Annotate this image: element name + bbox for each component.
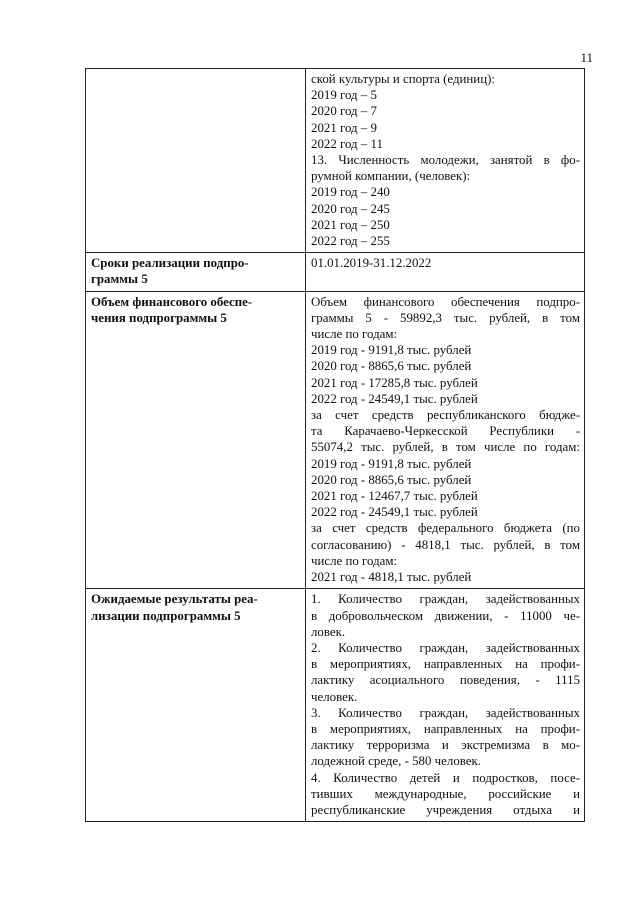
- content-line: 4. Количество детей и подростков, посе-: [311, 770, 580, 785]
- row-label-cell: [86, 253, 306, 291]
- table-row: [86, 291, 585, 589]
- row-label-line: Ожидаемые результаты реа-: [91, 592, 258, 607]
- content-line: 1. Количество граждан, задействованных: [311, 592, 580, 607]
- content-line: 2020 год - 8865,6 тыс. рублей: [311, 472, 472, 487]
- row-content-cell: [306, 291, 585, 589]
- content-line: ской культуры и спорта (единиц):: [311, 72, 495, 86]
- content-line: 2. Количество граждан, задействованных: [311, 640, 580, 655]
- content-line: лактику терроризма и экстремизма в мо-: [311, 738, 580, 753]
- content-line: та Карачаево-Черкесской Республики -: [311, 424, 580, 439]
- table-row: [86, 253, 585, 291]
- row-label-line: чения подпрограммы 5: [91, 310, 227, 325]
- content-line: 2019 год – 5: [311, 88, 377, 103]
- content-line: 2019 год – 240: [311, 185, 390, 200]
- row-label-cell: [86, 589, 306, 822]
- content-line: за счет средств республиканского бюдже-: [311, 408, 580, 423]
- content-line: в добровольческом движении, - 11000 че-: [311, 608, 580, 623]
- content-line: 01.01.2019-31.12.2022: [311, 256, 432, 271]
- passport-table: [85, 68, 585, 822]
- content-line: республиканские учреждения отдыха и: [311, 802, 580, 817]
- content-line: 2022 год - 24549,1 тыс. рублей: [311, 391, 478, 406]
- content-line: числе по годам:: [311, 553, 398, 568]
- row-label-line: Сроки реализации подпро-: [91, 256, 249, 271]
- content-line: согласованию) - 4818,1 тыс. рублей, в том: [311, 537, 580, 552]
- content-line: лодежной среде, - 580 человек.: [311, 754, 481, 769]
- row-content-cell: [306, 253, 585, 291]
- content-line: 2021 год – 250: [311, 217, 390, 232]
- content-line: 2021 год – 9: [311, 120, 377, 135]
- row-content-cell: [306, 69, 585, 253]
- content-line: 2021 год - 12467,7 тыс. рублей: [311, 489, 478, 504]
- content-line: 2022 год - 24549,1 тыс. рублей: [311, 505, 478, 520]
- content-line: 2022 год – 11: [311, 136, 383, 151]
- content-line: румной компании, (человек):: [311, 169, 471, 184]
- content-line: 2020 год - 8865,6 тыс. рублей: [311, 359, 472, 374]
- content-line: 2019 год - 9191,8 тыс. рублей: [311, 456, 472, 471]
- table-row: [86, 69, 585, 253]
- content-line: 13. Численность молодежи, занятой в фо-: [311, 153, 580, 168]
- row-label-line: Объем финансового обеспе-: [91, 294, 253, 309]
- content-line: за счет средств федерального бюджета (по: [311, 521, 580, 536]
- content-line: лактику асоциального поведения, - 1115: [311, 673, 580, 688]
- row-label-line: граммы 5: [91, 272, 148, 287]
- page-number: 11: [580, 50, 593, 65]
- content-line: человек.: [311, 689, 358, 704]
- content-line: 2022 год – 255: [311, 234, 390, 249]
- row-label-cell: [86, 291, 306, 589]
- table-row: [86, 589, 585, 822]
- content-line: 2020 год – 7: [311, 104, 377, 119]
- content-line: граммы 5 - 59892,3 тыс. рублей, в том: [311, 310, 580, 325]
- row-label-line: лизации подпрограммы 5: [91, 608, 241, 623]
- content-line: 3. Количество граждан, задействованных: [311, 705, 580, 720]
- row-label-cell: [86, 69, 306, 253]
- content-line: в мероприятиях, направленных на профи-: [311, 657, 580, 672]
- content-line: ловек.: [311, 624, 346, 639]
- content-line: 2019 год - 9191,8 тыс. рублей: [311, 343, 472, 358]
- content-line: числе по годам:: [311, 327, 398, 342]
- content-line: 2021 год - 17285,8 тыс. рублей: [311, 375, 478, 390]
- content-line: в мероприятиях, направленных на профи-: [311, 721, 580, 736]
- row-content-cell: [306, 589, 585, 822]
- content-line: тивших международные, российские и: [311, 786, 580, 801]
- content-line: 55074,2 тыс. рублей, в том числе по годам:: [311, 440, 580, 455]
- table-body: [86, 69, 585, 822]
- content-line: 2020 год – 245: [311, 201, 390, 216]
- content-line: 2021 год - 4818,1 тыс. рублей: [311, 570, 472, 585]
- content-line: Объем финансового обеспечения подпро-: [311, 294, 580, 309]
